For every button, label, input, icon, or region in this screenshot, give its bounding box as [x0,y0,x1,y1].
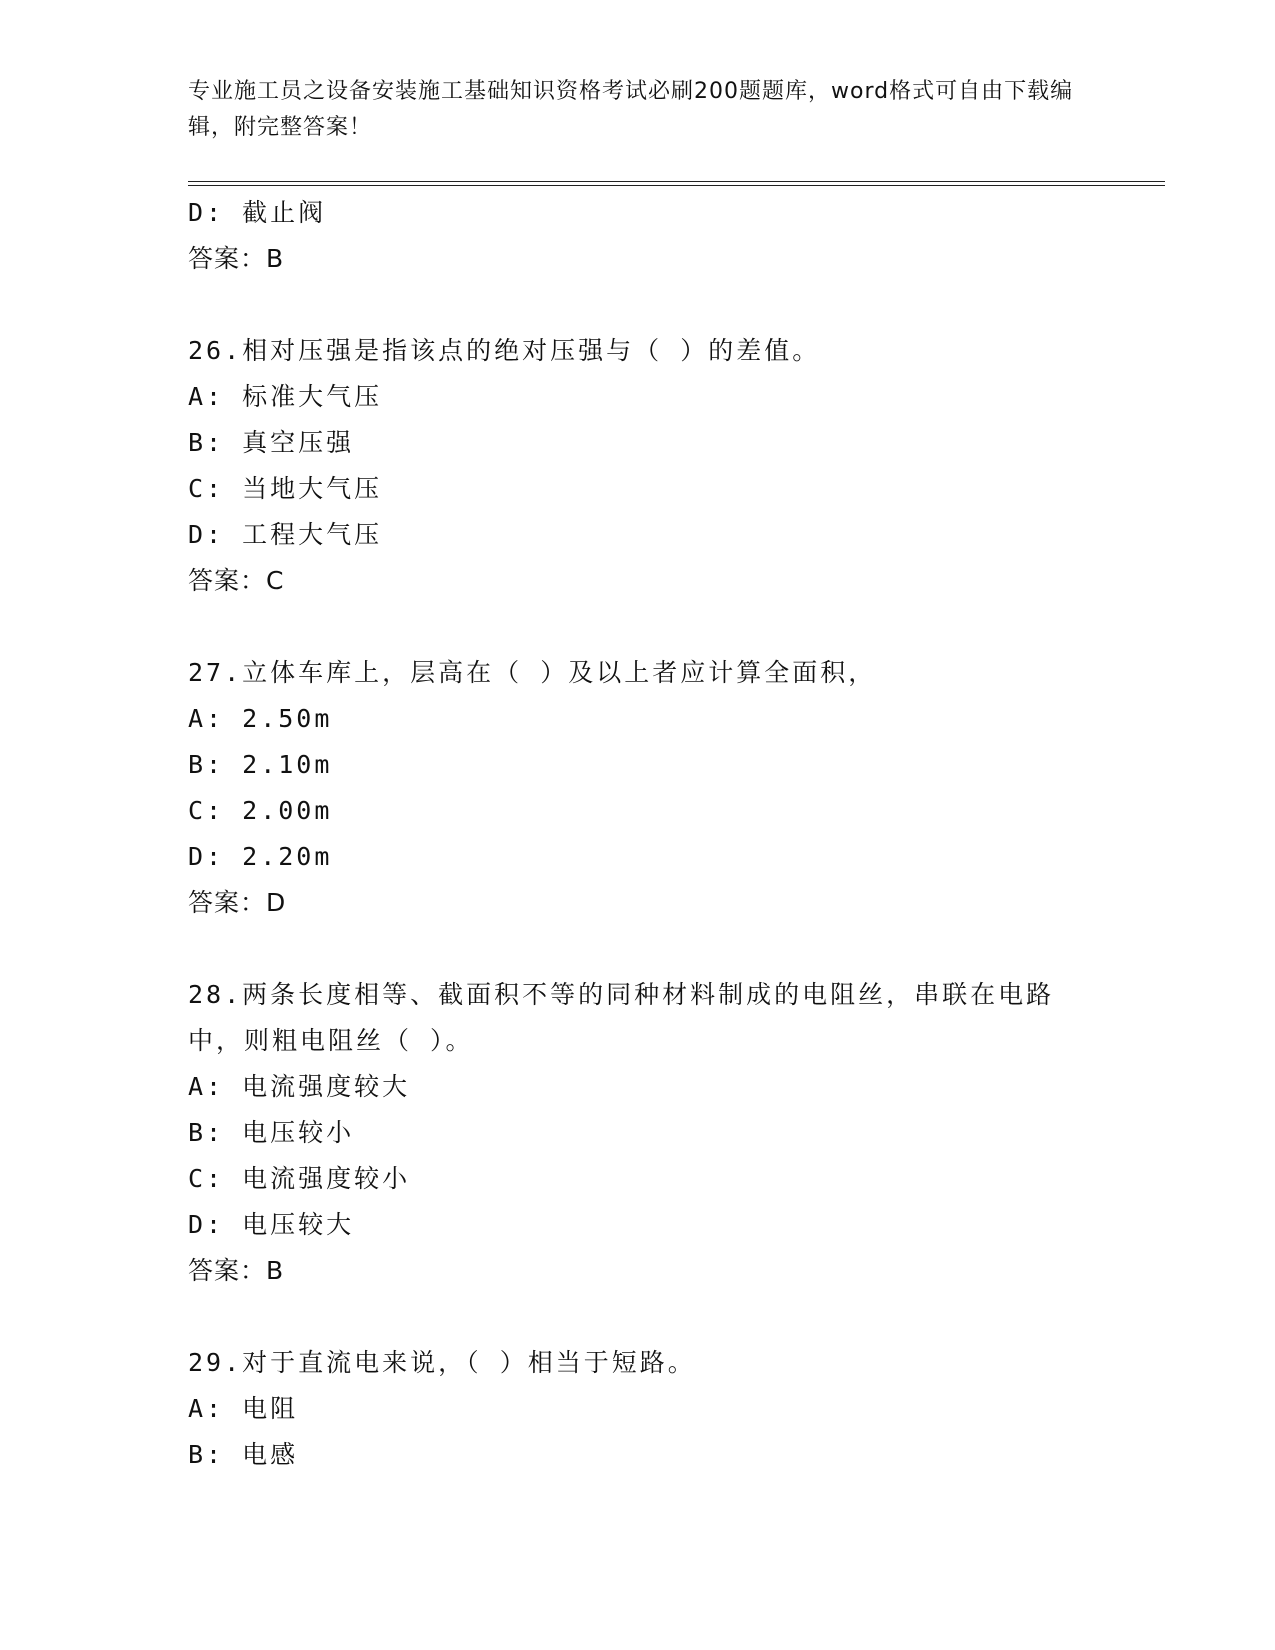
answer: 答案：B [188,1256,285,1285]
question-list [188,190,1088,1478]
answer: 答案：D [188,888,287,917]
option-a: A: 2.50m [188,704,333,733]
option-b: B: 真空压强 [188,428,355,457]
question-27 [188,650,1088,926]
question-28 [188,972,1088,1294]
question-stem: 27.立体车库上，层高在（ ）及以上者应计算全面积， [188,658,877,687]
option-b: B: 电压较小 [188,1118,355,1147]
option-d: D: 2.20m [188,842,333,871]
header-divider-bottom [188,185,1165,186]
document-header: 专业施工员之设备安装施工基础知识资格考试必刷200题题库，word格式可自由下载编辑，附完整答案！ [188,79,1074,140]
question-stem: 26.相对压强是指该点的绝对压强与（ ）的差值。 [188,336,821,365]
question-29 [188,1340,1088,1478]
option-a: A: 标准大气压 [188,382,383,411]
option-c: C: 电流强度较小 [188,1164,411,1193]
option-b: B: 电感 [188,1440,299,1469]
question-stem: 28.两条长度相等、截面积不等的同种材料制成的电阻丝，串联在电路中，则粗电阻丝（ ）。 [188,980,1055,1055]
spacer [188,1294,1088,1340]
continued-answer: 答案：B [188,244,285,273]
continued-option-d: D: 截止阀 [188,198,327,227]
spacer [188,282,1088,328]
header-divider-top [188,181,1165,182]
spacer [188,604,1088,650]
spacer [188,926,1088,972]
question-26 [188,328,1088,604]
question-stem: 29.对于直流电来说，（ ）相当于短路。 [188,1348,696,1377]
option-b: B: 2.10m [188,750,333,779]
option-d: D: 电压较大 [188,1210,355,1239]
option-c: C: 2.00m [188,796,333,825]
option-a: A: 电流强度较大 [188,1072,411,1101]
option-c: C: 当地大气压 [188,474,383,503]
answer: 答案：C [188,566,285,595]
option-a: A: 电阻 [188,1394,299,1423]
option-d: D: 工程大气压 [188,520,383,549]
